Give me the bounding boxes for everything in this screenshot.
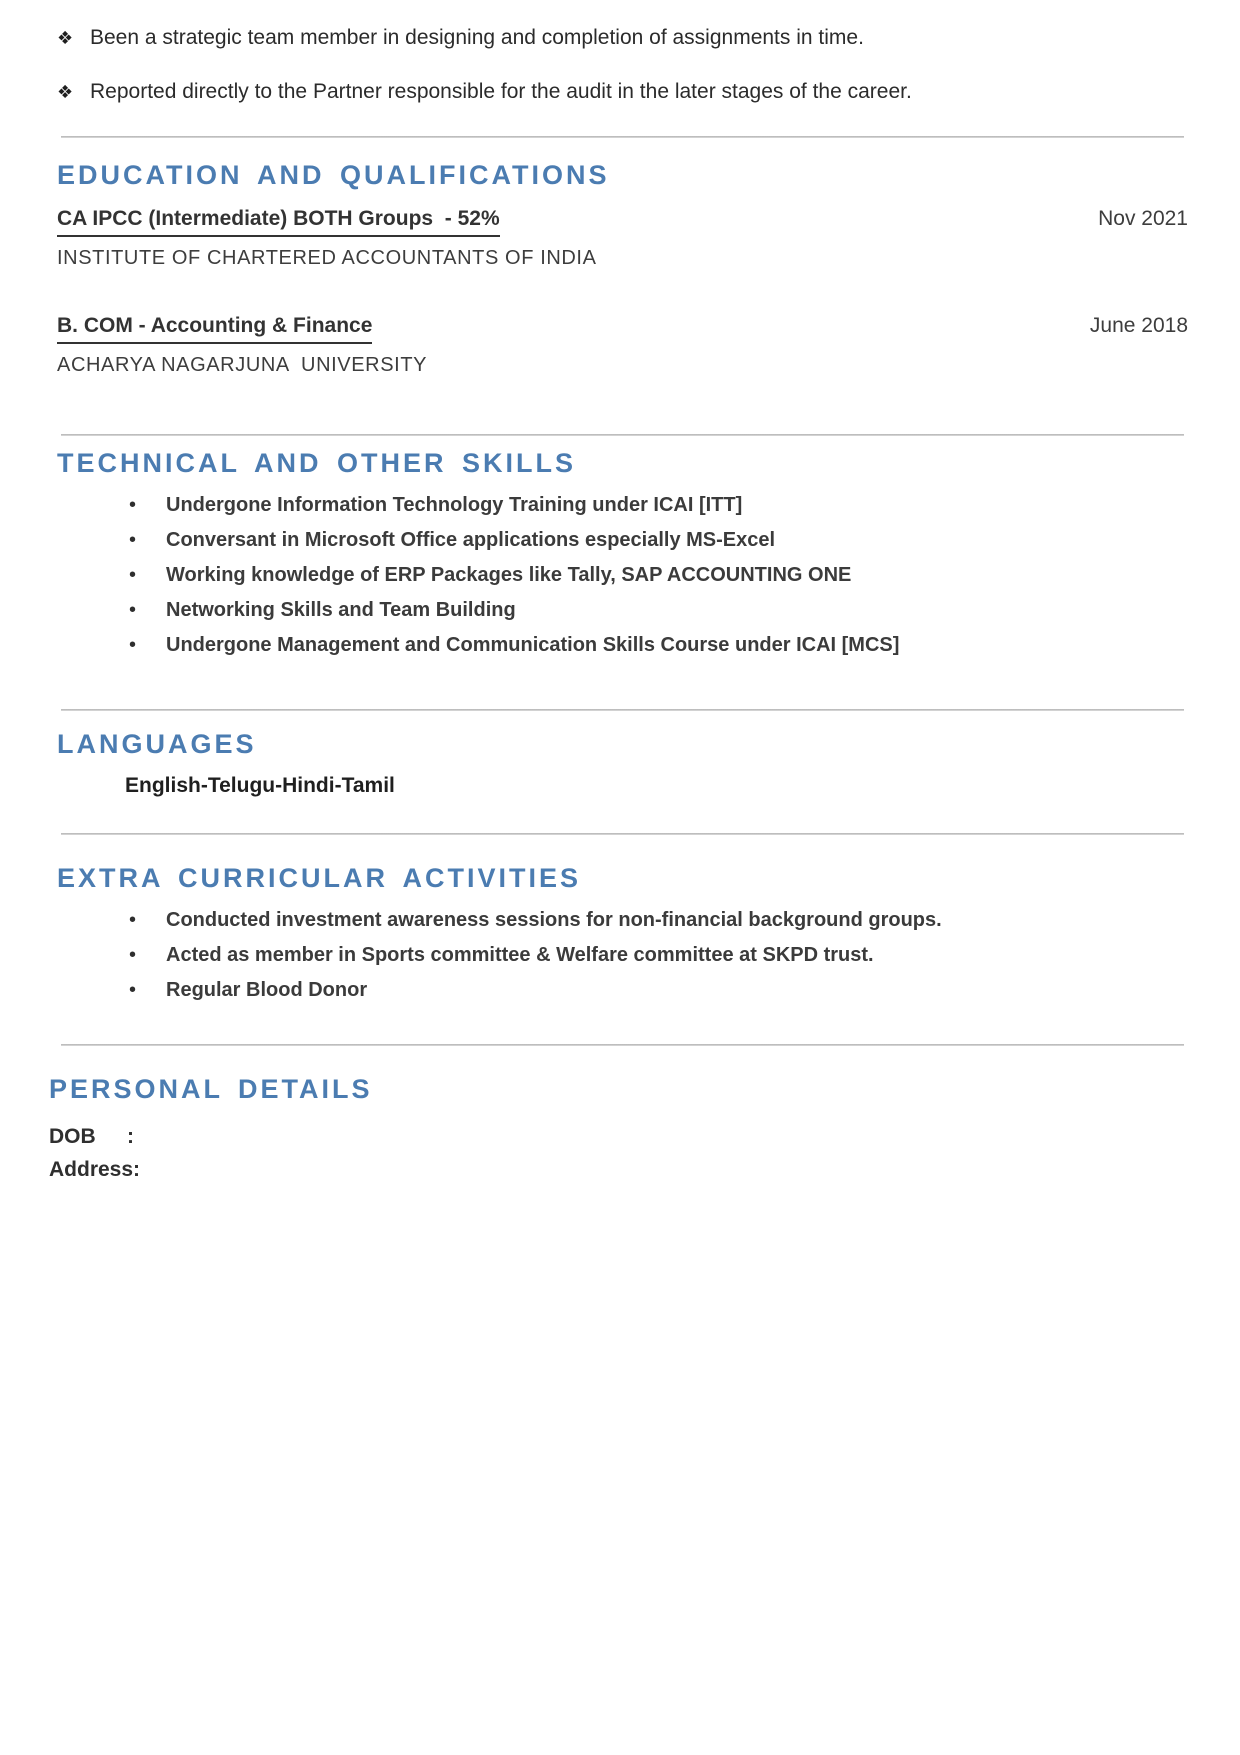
personal-fields <box>49 1120 1188 1186</box>
bullet-dot-icon: • <box>129 944 137 966</box>
institution-name: ACHARYA NAGARJUNA UNIVERSITY <box>57 354 428 376</box>
degree-date: Nov 2021 <box>1098 207 1188 230</box>
education-section-title: EDUCATION AND QUALIFICATIONS <box>57 160 610 190</box>
field-label: DOB <box>49 1125 96 1148</box>
summary-list <box>57 24 1188 106</box>
skill-text: Networking Skills and Team Building <box>166 599 516 621</box>
section-divider <box>61 833 1184 835</box>
bullet-dot-icon: • <box>129 564 137 586</box>
section-divider <box>61 136 1184 138</box>
bullet-dot-icon: • <box>129 494 137 516</box>
list-item <box>129 488 1188 523</box>
personal-field-dob <box>49 1120 1188 1153</box>
languages-section-title: LANGUAGES <box>57 729 257 759</box>
personal-field-address <box>49 1153 1188 1186</box>
section-divider <box>61 434 1184 436</box>
activity-text: Regular Blood Donor <box>166 979 368 1001</box>
summary-item <box>57 24 1188 52</box>
section-divider <box>61 709 1184 711</box>
extra-curricular-section-title: EXTRA CURRICULAR ACTIVITIES <box>57 863 582 893</box>
extra-curricular-list <box>57 903 1188 1008</box>
degree-title: B. COM - Accounting & Finance <box>57 311 372 344</box>
institution-name: INSTITUTE OF CHARTERED ACCOUNTANTS OF INDIA <box>57 247 597 269</box>
list-item <box>129 903 1188 938</box>
summary-text: Been a strategic team member in designing and completion of assignments in time. <box>90 26 864 49</box>
degree-date: June 2018 <box>1089 314 1188 337</box>
activity-text: Conducted investment awareness sessions for non-financial background groups. <box>166 909 942 931</box>
bullet-dot-icon: • <box>129 634 137 656</box>
bullet-dot-icon: • <box>129 529 137 551</box>
skill-text: Working knowledge of ERP Packages like Tally, SAP ACCOUNTING ONE <box>166 564 852 586</box>
languages-text: English-Telugu-Hindi-Tamil <box>125 774 395 797</box>
education-section <box>57 158 1188 378</box>
list-item <box>129 973 1188 1008</box>
education-entry <box>57 204 1188 237</box>
skills-list <box>57 488 1188 663</box>
summary-item <box>57 78 1188 106</box>
activity-text: Acted as member in Sports committee & Welfare committee at SKPD trust. <box>166 944 874 966</box>
skill-text: Conversant in Microsoft Office applications especially MS-Excel <box>166 529 776 551</box>
summary-text: Reported directly to the Partner responsible for the audit in the later stages of the career. <box>90 80 912 103</box>
field-colon: : <box>133 1158 141 1181</box>
languages-section <box>57 727 1188 801</box>
diamond-bullet-icon: ❖ <box>57 28 74 48</box>
field-colon: : <box>127 1125 134 1148</box>
list-item <box>129 523 1188 558</box>
list-item <box>129 938 1188 973</box>
bullet-dot-icon: • <box>129 909 137 931</box>
personal-details-section-title: PERSONAL DETAILS <box>49 1074 373 1104</box>
degree-title: CA IPCC (Intermediate) BOTH Groups - 52% <box>57 204 500 237</box>
skill-text: Undergone Information Technology Training under ICAI [ITT] <box>166 494 743 516</box>
bullet-dot-icon: • <box>129 979 137 1001</box>
skill-text: Undergone Management and Communication Skills Course under ICAI [MCS] <box>166 634 900 656</box>
personal-details-section <box>49 1072 1188 1186</box>
list-item <box>129 628 1188 663</box>
list-item <box>129 593 1188 628</box>
education-entry <box>57 311 1188 344</box>
skills-section <box>57 446 1188 663</box>
diamond-bullet-icon: ❖ <box>57 82 74 102</box>
bullet-dot-icon: • <box>129 599 137 621</box>
list-item <box>129 558 1188 593</box>
section-divider <box>61 1044 1184 1046</box>
extra-curricular-section <box>57 861 1188 1008</box>
field-label: Address <box>49 1158 134 1181</box>
skills-section-title: TECHNICAL AND OTHER SKILLS <box>57 448 577 478</box>
